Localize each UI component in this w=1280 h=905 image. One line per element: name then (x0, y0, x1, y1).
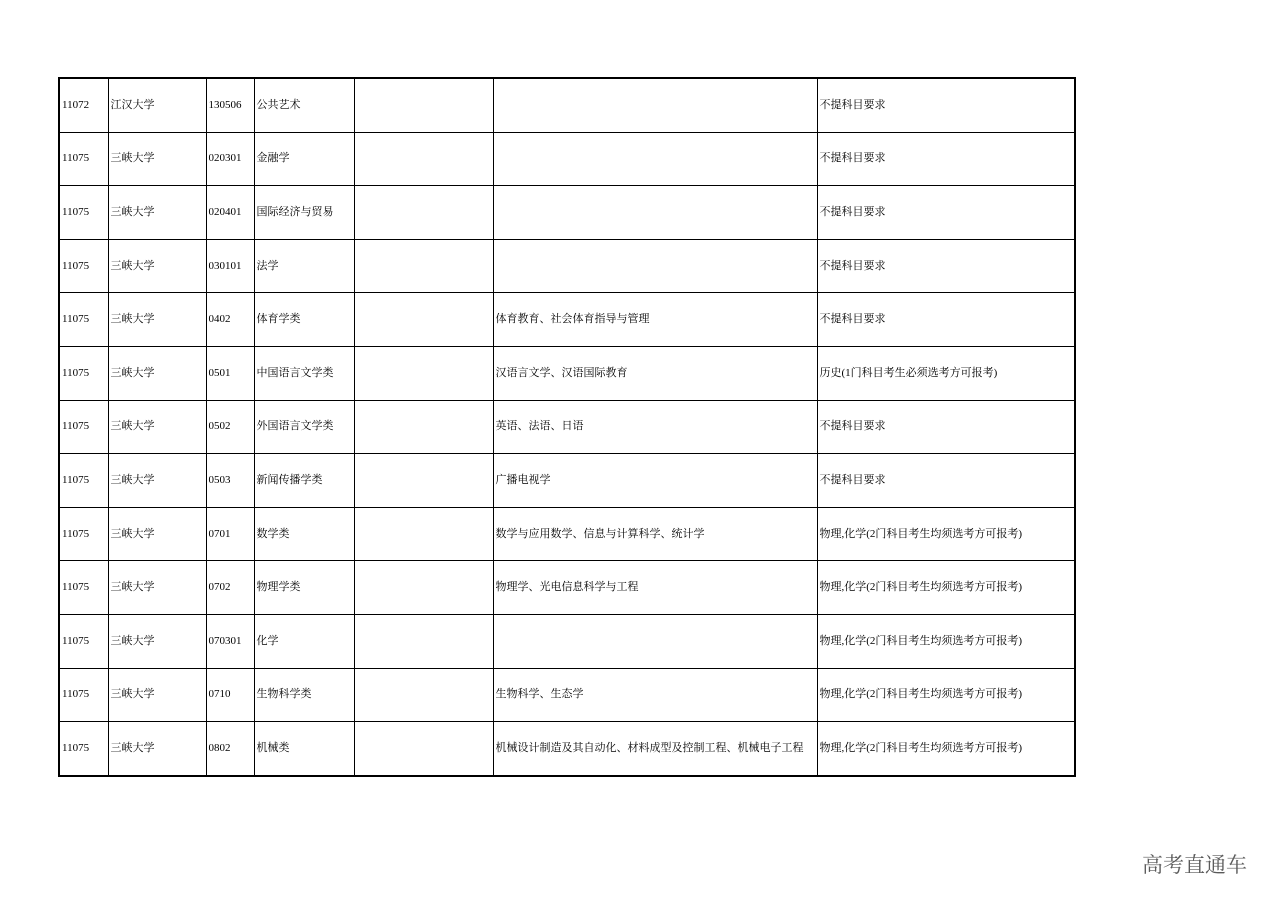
table-row (59, 561, 1075, 615)
institution-code-cell: 11075 (59, 507, 108, 561)
institution-code-cell: 11075 (59, 668, 108, 722)
major-name-cell: 化学 (254, 614, 354, 668)
institution-name-cell: 三峡大学 (108, 668, 206, 722)
major-code-cell: 020401 (206, 186, 254, 240)
major-code-cell: 030101 (206, 239, 254, 293)
institution-code-cell: 11075 (59, 400, 108, 454)
institution-code-cell: 11075 (59, 454, 108, 508)
major-name-cell: 国际经济与贸易 (254, 186, 354, 240)
institution-name-cell: 三峡大学 (108, 561, 206, 615)
table-row (59, 507, 1075, 561)
blank-cell (354, 561, 493, 615)
major-code-cell: 070301 (206, 614, 254, 668)
watermark-text: 高考直通车 (1142, 853, 1247, 877)
major-code-cell: 0501 (206, 346, 254, 400)
admission-requirements-table (58, 77, 1076, 777)
subject-requirement-cell: 物理,化学(2门科目考生均须选考方可报考) (817, 561, 1075, 615)
major-code-cell: 020301 (206, 132, 254, 186)
included-majors-cell: 体育教育、社会体育指导与管理 (493, 293, 817, 347)
subject-requirement-cell: 不提科目要求 (817, 454, 1075, 508)
major-code-cell: 0710 (206, 668, 254, 722)
table-row (59, 346, 1075, 400)
major-name-cell: 新闻传播学类 (254, 454, 354, 508)
table-row (59, 454, 1075, 508)
major-name-cell: 外国语言文学类 (254, 400, 354, 454)
institution-code-cell: 11075 (59, 346, 108, 400)
institution-code-cell: 11075 (59, 561, 108, 615)
major-code-cell: 130506 (206, 78, 254, 132)
institution-name-cell: 三峡大学 (108, 293, 206, 347)
included-majors-cell (493, 614, 817, 668)
subject-requirement-cell: 物理,化学(2门科目考生均须选考方可报考) (817, 722, 1075, 776)
included-majors-cell: 机械设计制造及其自动化、材料成型及控制工程、机械电子工程 (493, 722, 817, 776)
included-majors-cell: 汉语言文学、汉语国际教育 (493, 346, 817, 400)
institution-name-cell: 三峡大学 (108, 400, 206, 454)
table-row (59, 722, 1075, 776)
major-name-cell: 法学 (254, 239, 354, 293)
table-row (59, 78, 1075, 132)
blank-cell (354, 78, 493, 132)
institution-name-cell: 三峡大学 (108, 132, 206, 186)
subject-requirement-cell: 不提科目要求 (817, 239, 1075, 293)
institution-code-cell: 11075 (59, 614, 108, 668)
institution-name-cell: 三峡大学 (108, 239, 206, 293)
major-name-cell: 体育学类 (254, 293, 354, 347)
table-row (59, 614, 1075, 668)
subject-requirement-cell: 历史(1门科目考生必须选考方可报考) (817, 346, 1075, 400)
blank-cell (354, 454, 493, 508)
included-majors-cell (493, 186, 817, 240)
blank-cell (354, 614, 493, 668)
institution-name-cell: 江汉大学 (108, 78, 206, 132)
included-majors-cell: 生物科学、生态学 (493, 668, 817, 722)
major-name-cell: 数学类 (254, 507, 354, 561)
table-row (59, 668, 1075, 722)
institution-code-cell: 11075 (59, 293, 108, 347)
major-name-cell: 机械类 (254, 722, 354, 776)
major-code-cell: 0802 (206, 722, 254, 776)
institution-name-cell: 三峡大学 (108, 186, 206, 240)
institution-name-cell: 三峡大学 (108, 454, 206, 508)
blank-cell (354, 400, 493, 454)
subject-requirement-cell: 不提科目要求 (817, 132, 1075, 186)
table-row (59, 400, 1075, 454)
major-code-cell: 0701 (206, 507, 254, 561)
blank-cell (354, 507, 493, 561)
table-row (59, 239, 1075, 293)
subject-requirement-cell: 不提科目要求 (817, 400, 1075, 454)
table-row (59, 132, 1075, 186)
included-majors-cell: 物理学、光电信息科学与工程 (493, 561, 817, 615)
blank-cell (354, 668, 493, 722)
subject-requirement-cell: 不提科目要求 (817, 186, 1075, 240)
included-majors-cell (493, 132, 817, 186)
institution-name-cell: 三峡大学 (108, 346, 206, 400)
table-row (59, 186, 1075, 240)
major-name-cell: 中国语言文学类 (254, 346, 354, 400)
blank-cell (354, 346, 493, 400)
institution-name-cell: 三峡大学 (108, 722, 206, 776)
institution-code-cell: 11072 (59, 78, 108, 132)
blank-cell (354, 239, 493, 293)
included-majors-cell: 数学与应用数学、信息与计算科学、统计学 (493, 507, 817, 561)
subject-requirement-cell: 物理,化学(2门科目考生均须选考方可报考) (817, 507, 1075, 561)
institution-name-cell: 三峡大学 (108, 614, 206, 668)
institution-code-cell: 11075 (59, 186, 108, 240)
included-majors-cell: 广播电视学 (493, 454, 817, 508)
table-row (59, 293, 1075, 347)
document-sheet (58, 77, 1074, 777)
subject-requirement-cell: 物理,化学(2门科目考生均须选考方可报考) (817, 614, 1075, 668)
major-name-cell: 公共艺术 (254, 78, 354, 132)
included-majors-cell (493, 239, 817, 293)
institution-code-cell: 11075 (59, 722, 108, 776)
major-code-cell: 0702 (206, 561, 254, 615)
blank-cell (354, 722, 493, 776)
major-code-cell: 0503 (206, 454, 254, 508)
blank-cell (354, 132, 493, 186)
subject-requirement-cell: 物理,化学(2门科目考生均须选考方可报考) (817, 668, 1075, 722)
subject-requirement-cell: 不提科目要求 (817, 293, 1075, 347)
major-code-cell: 0502 (206, 400, 254, 454)
major-name-cell: 金融学 (254, 132, 354, 186)
table-body (59, 78, 1075, 776)
major-name-cell: 生物科学类 (254, 668, 354, 722)
major-code-cell: 0402 (206, 293, 254, 347)
institution-code-cell: 11075 (59, 132, 108, 186)
blank-cell (354, 293, 493, 347)
included-majors-cell (493, 78, 817, 132)
included-majors-cell: 英语、法语、日语 (493, 400, 817, 454)
blank-cell (354, 186, 493, 240)
institution-name-cell: 三峡大学 (108, 507, 206, 561)
subject-requirement-cell: 不提科目要求 (817, 78, 1075, 132)
institution-code-cell: 11075 (59, 239, 108, 293)
major-name-cell: 物理学类 (254, 561, 354, 615)
